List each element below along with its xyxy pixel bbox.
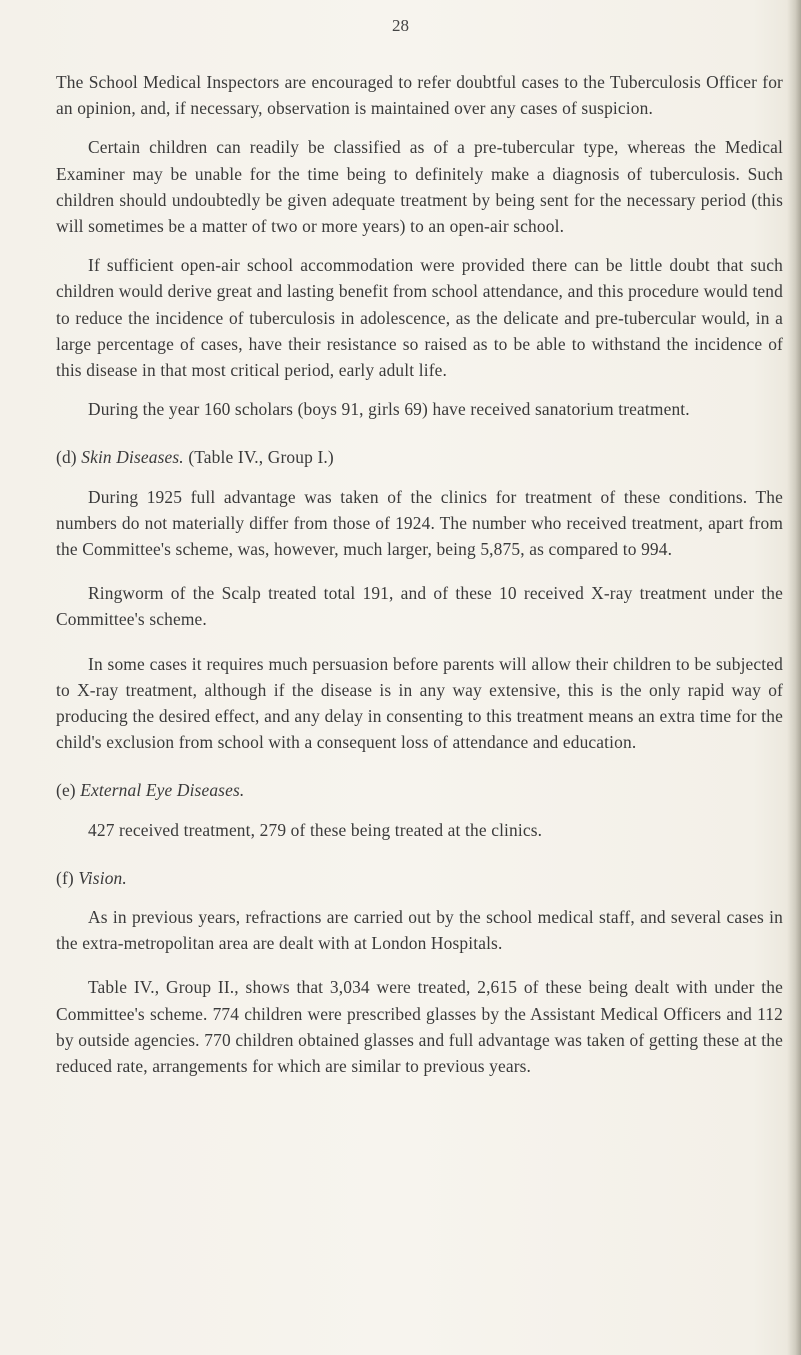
- paragraph-clinics-1925: During 1925 full advantage was taken of the clinics for treatment of these conditions. The numbers do not materially differ from those of 1924. The number who received treatment, apart from the Committee's scheme, was, however, much larger, being 5,875, as compared to 994.: [56, 486, 783, 560]
- heading-eye-label: (e): [56, 780, 76, 801]
- paragraph-sanatorium: During the year 160 scholars (boys 91, girls 69) have received sanatorium treatment.: [88, 399, 690, 420]
- heading-vision-label: (f): [56, 867, 74, 888]
- page-number: 28: [392, 16, 409, 35]
- paragraph-ringworm: Ringworm of the Scalp treated total 191, and of these 10 received X-ray treatment under the Committee's scheme.: [56, 583, 783, 630]
- heading-skin-diseases-title: Skin Diseases.: [81, 447, 184, 468]
- body-text: [56, 69, 783, 1079]
- heading-eye-title: External Eye Diseases.: [80, 780, 245, 801]
- heading-vision: [56, 865, 783, 891]
- paragraph-refractions: As in previous years, refractions are carried out by the school medical staff, and several cases in the extra-metropolitan area are dealt with at London Hospitals.: [56, 907, 783, 954]
- heading-skin-diseases-label: (d): [56, 447, 77, 468]
- heading-vision-title: Vision.: [78, 867, 127, 888]
- heading-skin-diseases: [56, 444, 783, 470]
- paragraph-x-ray-persuasion: In some cases it requires much persuasion before parents will allow their children to be subjected to X-ray treatment, although if the disease is in any way extensive, this is the only rapid way of producing the desired effect, and any delay in consenting to this treatment means an extra time for the child's exclusion from school with a consequent loss of attendance and education.: [56, 653, 783, 753]
- page-edge-shadow: [787, 0, 801, 1355]
- heading-skin-diseases-ref: (Table IV., Group I.): [188, 447, 334, 468]
- paragraph-glasses: Table IV., Group II., shows that 3,034 were treated, 2,615 of these being dealt with under the Committee's scheme. 774 children were prescribed glasses by the Assistant Medical Officers and 112 by outside agencies. 770 children obtained glasses and full advantage was taken of getting these at the reduced rate, arrangements for which are similar to previous years.: [56, 977, 783, 1077]
- paragraph-pre-tubercular: Certain children can readily be classified as of a pre-tubercular type, whereas the Medical Examiner may be unable for the time being to definitely make a diagnosis of tuberculosis. Such children should undoubtedly be given adequate treatment by being sent for the necessary period (this will sometimes be a matter of two or more years) to an open-air school.: [56, 137, 783, 237]
- heading-external-eye-diseases: [56, 777, 783, 803]
- paragraph-referral: The School Medical Inspectors are encouraged to refer doubtful cases to the Tuberculosis Officer for an opinion, and, if necessary, observation is maintained over any cases of suspicion.: [56, 72, 783, 119]
- paragraph-open-air-school: If sufficient open-air school accommodation were provided there can be little doubt that such children would derive great and lasting benefit from school attendance, and this procedure would tend to reduce the incidence of tuberculosis in adolescence, as the delicate and pre-tubercular would, in a large percentage of cases, have their resistance so raised as to be able to withstand the incidence of this disease in that most critical period, early adult life.: [56, 255, 783, 381]
- paragraph-eye-treatment: 427 received treatment, 279 of these being treated at the clinics.: [88, 819, 543, 840]
